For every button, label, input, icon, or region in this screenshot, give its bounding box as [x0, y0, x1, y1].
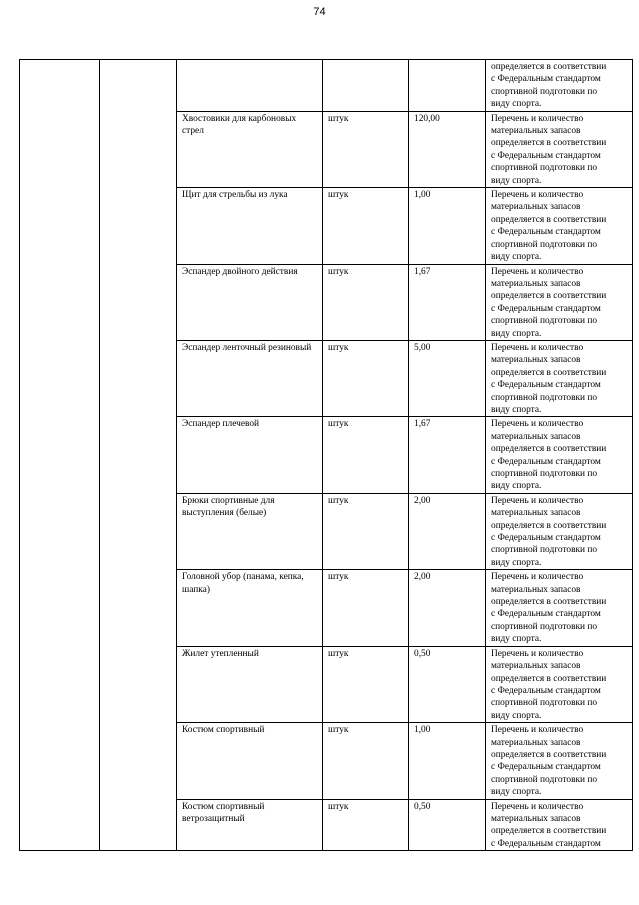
note-line: материальных запасов	[491, 584, 581, 595]
quantity-cell: 1,00	[409, 188, 486, 264]
note-line: виду спорта.	[491, 481, 542, 492]
table-body	[20, 60, 633, 851]
note-line: с Федеральным стандартом	[491, 150, 601, 161]
unit-cell: штук	[323, 799, 409, 851]
note-line: Перечень и количество	[491, 342, 584, 353]
note-cell	[486, 417, 633, 493]
note-line: материальных запасов	[491, 202, 581, 213]
item-name-cell	[177, 60, 323, 112]
note-line: определяется в соответствии	[491, 291, 607, 302]
quantity-cell: 0,50	[409, 799, 486, 851]
note-line: виду спорта.	[491, 557, 542, 568]
note-cell	[486, 340, 633, 416]
note-line: определяется в соответствии	[491, 597, 607, 608]
unit-cell: штук	[323, 723, 409, 799]
note-line: виду спорта.	[491, 634, 542, 645]
quantity-cell: 2,00	[409, 570, 486, 646]
note-line: материальных запасов	[491, 355, 581, 366]
unit-cell: штук	[323, 111, 409, 187]
note-line: определяется в соответствии	[491, 520, 607, 531]
note-line: с Федеральным стандартом	[491, 227, 601, 238]
note-line: материальных запасов	[491, 737, 581, 748]
note-line: материальных запасов	[491, 813, 581, 824]
item-name-cell: Брюки спортивные для выступления (белые)	[177, 493, 323, 569]
note-line: с Федеральным стандартом	[491, 303, 601, 314]
note-line: виду спорта.	[491, 787, 542, 798]
note-line: Перечень и количество	[491, 266, 584, 277]
item-name-cell: Головной убор (панама, кепка, шапка)	[177, 570, 323, 646]
unit-cell	[323, 60, 409, 112]
quantity-cell: 1,67	[409, 417, 486, 493]
note-line: спортивной подготовки по	[491, 163, 598, 174]
note-cell	[486, 570, 633, 646]
equipment-table	[19, 59, 633, 851]
unit-cell: штук	[323, 646, 409, 722]
note-line: с Федеральным стандартом	[491, 380, 601, 391]
item-name-cell: Эспандер плечевой	[177, 417, 323, 493]
note-line: спортивной подготовки по	[491, 469, 598, 479]
note-line: спортивной подготовки по	[491, 86, 598, 97]
note-line: Перечень и количество	[491, 419, 584, 430]
note-line: Перечень и количество	[491, 190, 584, 201]
table-row	[20, 60, 633, 112]
note-line: спортивной подготовки по	[491, 545, 598, 556]
note-line: с Федеральным стандартом	[491, 74, 601, 85]
note-line: спортивной подготовки по	[491, 239, 598, 250]
note-line: с Федеральным стандартом	[491, 685, 601, 696]
item-name-cell: Эспандер ленточный резиновый	[177, 340, 323, 416]
note-line: виду спорта.	[491, 252, 542, 263]
empty-col-2-cell	[100, 60, 177, 851]
note-line: виду спорта.	[491, 404, 542, 415]
note-line: спортивной подготовки по	[491, 392, 598, 403]
unit-cell: штук	[323, 340, 409, 416]
note-line: Перечень и количество	[491, 113, 584, 124]
quantity-cell	[409, 60, 486, 112]
note-cell	[486, 646, 633, 722]
note-line: спортивной подготовки по	[491, 316, 598, 327]
note-line: определяется в соответствии	[491, 749, 607, 760]
item-name-cell: Костюм спортивный	[177, 723, 323, 799]
quantity-cell: 1,00	[409, 723, 486, 799]
note-line: с Федеральным стандартом	[491, 456, 601, 467]
unit-cell: штук	[323, 493, 409, 569]
note-line: определяется в соответствии	[491, 367, 607, 378]
note-line: материальных запасов	[491, 126, 581, 137]
note-line: Перечень и количество	[491, 648, 584, 659]
note-line: виду спорта.	[491, 175, 542, 186]
note-line: материальных запасов	[491, 278, 581, 289]
note-cell	[486, 264, 633, 340]
quantity-cell: 120,00	[409, 111, 486, 187]
page-number: 74	[313, 6, 326, 18]
note-line: спортивной подготовки по	[491, 774, 598, 785]
note-line: виду спорта.	[491, 710, 542, 721]
quantity-cell: 0,50	[409, 646, 486, 722]
quantity-cell: 5,00	[409, 340, 486, 416]
note-line: спортивной подготовки по	[491, 621, 598, 632]
note-cell	[486, 60, 633, 112]
note-line: с Федеральным стандартом	[491, 609, 601, 620]
unit-cell: штук	[323, 417, 409, 493]
item-name-cell: Хвостовики для карбоновых стрел	[177, 111, 323, 187]
note-line: Перечень и количество	[491, 495, 584, 506]
note-line: определяется в соответствии	[491, 138, 607, 149]
note-line: определяется в соответствии	[491, 673, 607, 684]
note-cell	[486, 111, 633, 187]
note-line: спортивной подготовки по	[491, 698, 598, 709]
note-line: определяется в соответствии	[491, 826, 607, 837]
note-cell	[486, 723, 633, 799]
note-line: Перечень и количество	[491, 572, 584, 583]
item-name-cell: Щит для стрельбы из лука	[177, 188, 323, 264]
note-line: с Федеральным стандартом	[491, 762, 601, 773]
note-line: определяется в соответствии	[491, 62, 607, 72]
unit-cell: штук	[323, 570, 409, 646]
note-line: с Федеральным стандартом	[491, 533, 601, 544]
note-line: Перечень и количество	[491, 725, 584, 736]
note-cell	[486, 493, 633, 569]
note-line: виду спорта.	[491, 99, 542, 110]
note-line: виду спорта.	[491, 328, 542, 339]
note-line: материальных запасов	[491, 431, 581, 442]
note-line: определяется в соответствии	[491, 214, 607, 225]
note-line: Перечень и количество	[491, 801, 584, 812]
item-name-cell: Эспандер двойного действия	[177, 264, 323, 340]
note-line: с Федеральным стандартом	[491, 838, 601, 849]
item-name-cell: Костюм спортивный ветрозащитный	[177, 799, 323, 851]
unit-cell: штук	[323, 264, 409, 340]
note-cell	[486, 799, 633, 851]
item-name-cell: Жилет утепленный	[177, 646, 323, 722]
note-line: материальных запасов	[491, 661, 581, 672]
unit-cell: штук	[323, 188, 409, 264]
note-cell	[486, 188, 633, 264]
empty-col-1-cell	[20, 60, 100, 851]
note-line: определяется в соответствии	[491, 444, 607, 455]
note-line: материальных запасов	[491, 508, 581, 519]
quantity-cell: 2,00	[409, 493, 486, 569]
quantity-cell: 1,67	[409, 264, 486, 340]
